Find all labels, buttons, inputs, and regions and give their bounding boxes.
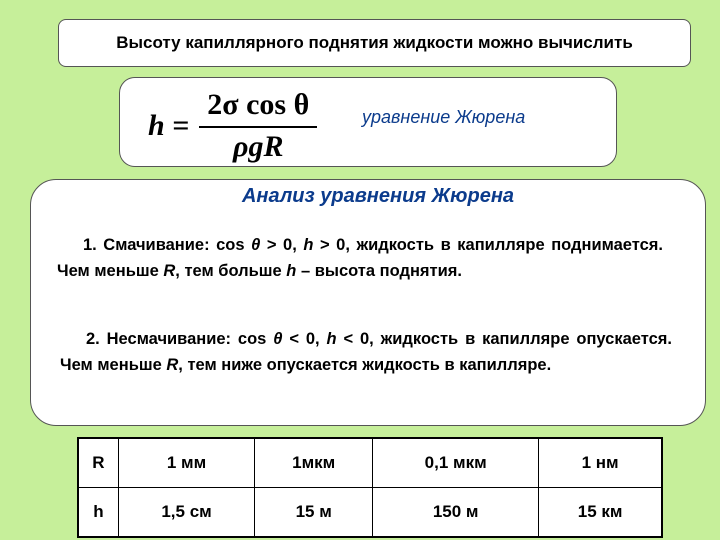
formula-denominator: ρgR: [233, 130, 284, 163]
table-cell: h: [78, 488, 118, 538]
radius-height-table: [77, 437, 663, 538]
analysis-title: Анализ уравнения Жюрена: [241, 185, 515, 207]
table-cell: 15 км: [539, 488, 662, 538]
formula-fraction: [199, 88, 317, 164]
table-cell: 1 нм: [539, 438, 662, 488]
formula-numerator: 2σ cos θ: [199, 88, 317, 128]
table-cell: 1 мм: [118, 438, 254, 488]
wetting-paragraph: 1. Смачивание: cos θ > 0, h > 0, жидкость в капилляре поднимается. Чем меньше R, тем больше h – высота поднятия.: [57, 236, 663, 280]
analysis-box: [30, 179, 706, 426]
table-cell: 15 м: [255, 488, 373, 538]
table-cell: 0,1 мкм: [373, 438, 539, 488]
formula-lhs: h =: [148, 109, 190, 142]
jurin-formula: [148, 88, 317, 164]
non-wetting-paragraph: 2. Несмачивание: cos θ < 0, h < 0, жидкость в капилляре опускается. Чем меньше R, тем ниже опускается жидкость в капилляре.: [60, 330, 672, 374]
table-row: [78, 488, 662, 538]
table-cell: 1мкм: [255, 438, 373, 488]
table-cell: R: [78, 438, 118, 488]
table-cell: 1,5 см: [118, 488, 254, 538]
table-row: [78, 438, 662, 488]
equation-name: уравнение Жюрена: [362, 107, 526, 127]
title-text: Высоту капиллярного поднятия жидкости можно вычислить: [116, 33, 633, 52]
table-cell: 150 м: [373, 488, 539, 538]
title-box: [58, 19, 691, 67]
